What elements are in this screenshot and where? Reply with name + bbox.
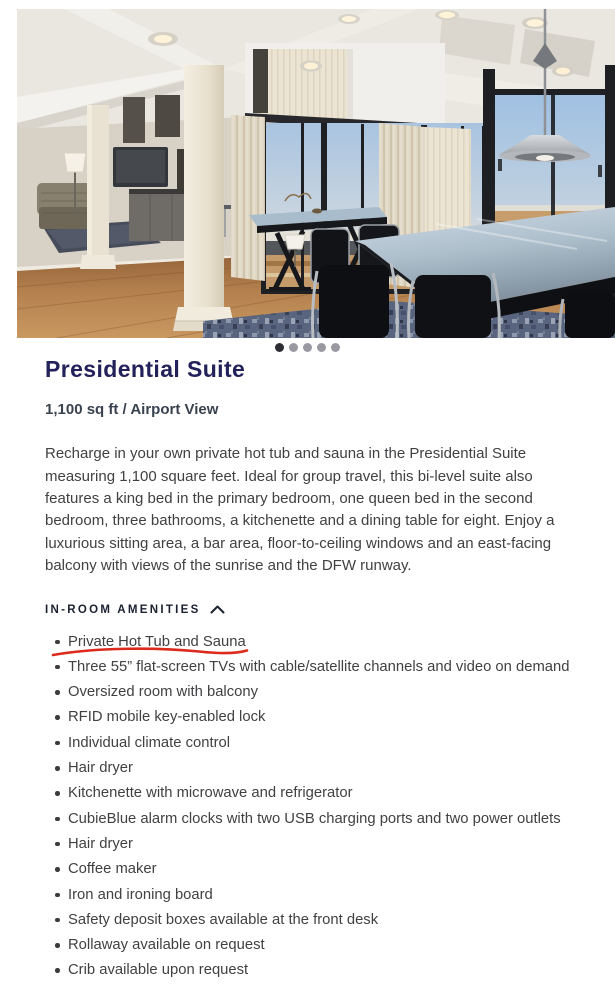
suite-description: Recharge in your own private hot tub and sauna in the Presidential Suite measuring 1,100 square feet. Ideal for group travel, this bi-level suite also features a king bed in the primary bedroom, one queen bed in the second bedroom, three bathrooms, a kitchenette and a dining table for eight. Enjoy a luxurious sitting area, a bar area, floor-to-ceiling windows and an east-facing balcony with views of the sunrise and the DFW runway. xyxy=(45,445,555,575)
list-item xyxy=(45,756,590,781)
list-item xyxy=(45,883,590,908)
list-item xyxy=(45,781,590,806)
carousel-dot-4[interactable] xyxy=(317,343,326,352)
room-photo xyxy=(17,9,615,338)
page-title: Presidential Suite xyxy=(45,356,246,382)
suite-details xyxy=(45,357,590,984)
amenities-list xyxy=(45,630,590,984)
amenity-label: Safety deposit boxes available at the front desk xyxy=(68,911,379,928)
amenity-label: Private Hot Tub and Sauna xyxy=(68,633,246,650)
amenities-section-label: IN-ROOM AMENITIES xyxy=(45,603,201,616)
list-item xyxy=(45,630,590,655)
carousel-dot-1[interactable] xyxy=(275,343,284,352)
list-item xyxy=(45,908,590,933)
list-item xyxy=(45,807,590,832)
amenity-label: Crib available upon request xyxy=(68,962,249,979)
amenity-label: Kitchenette with microwave and refrigerator xyxy=(68,785,353,802)
amenity-label: Rollaway available on request xyxy=(68,937,265,954)
carousel-dot-5[interactable] xyxy=(331,343,340,352)
amenity-label: Hair dryer xyxy=(68,760,133,777)
amenity-label: Three 55” flat-screen TVs with cable/satellite channels and video on demand xyxy=(68,658,570,675)
amenity-label: Iron and ironing board xyxy=(68,886,213,903)
amenity-label: Coffee maker xyxy=(68,861,157,878)
list-item xyxy=(45,731,590,756)
list-item xyxy=(45,705,590,730)
amenity-label: CubieBlue alarm clocks with two USB charging ports and two power outlets xyxy=(68,810,561,827)
list-item xyxy=(45,933,590,958)
list-item xyxy=(45,857,590,882)
carousel-dot-2[interactable] xyxy=(289,343,298,352)
carousel-dot-3[interactable] xyxy=(303,343,312,352)
carousel-dots xyxy=(0,343,615,352)
list-item xyxy=(45,958,590,983)
amenity-label: Oversized room with balcony xyxy=(68,684,258,701)
amenities-section-toggle[interactable] xyxy=(45,604,590,616)
room-photo-illustration xyxy=(17,9,615,338)
suite-specs: 1,100 sq ft / Airport View xyxy=(45,401,219,419)
list-item xyxy=(45,832,590,857)
amenity-label: Individual climate control xyxy=(68,734,231,751)
amenity-label: Hair dryer xyxy=(68,835,133,852)
list-item xyxy=(45,655,590,680)
amenity-label: RFID mobile key-enabled lock xyxy=(68,709,266,726)
list-item xyxy=(45,680,590,705)
chevron-up-icon xyxy=(210,605,225,614)
